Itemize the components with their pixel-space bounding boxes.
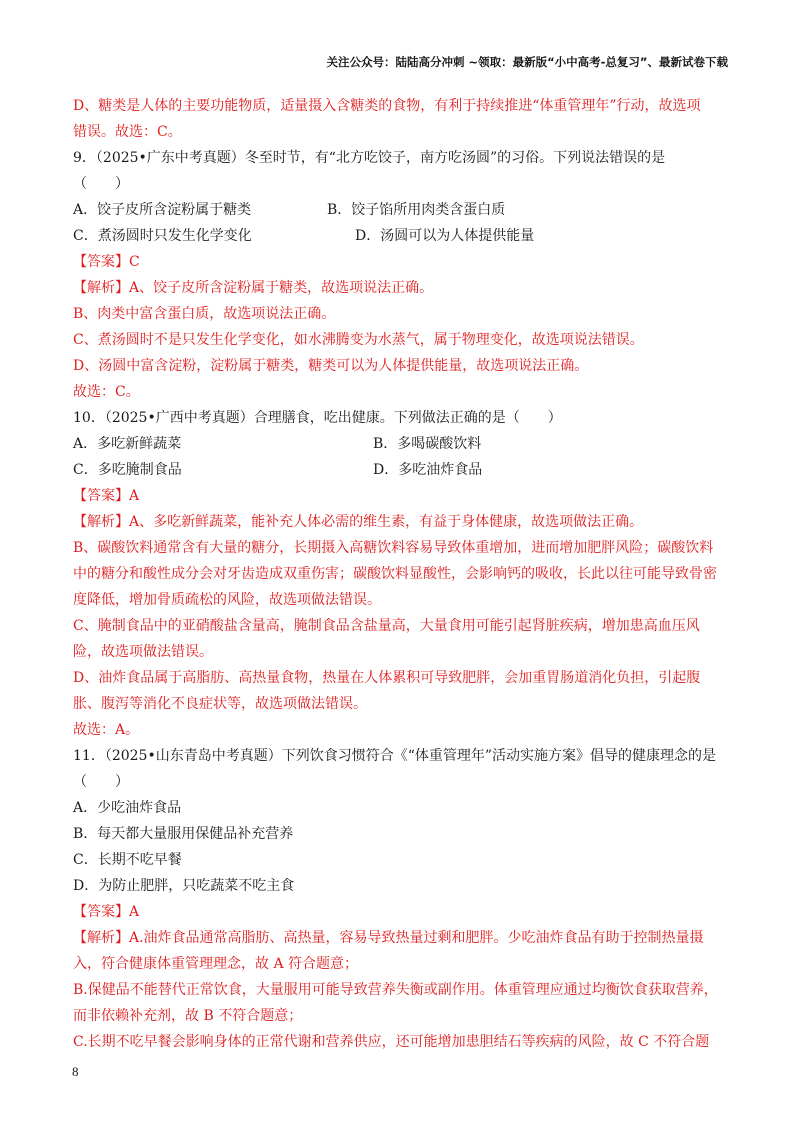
answer-tag: 【答案】 (73, 904, 129, 920)
q10-answer (73, 483, 729, 509)
q9-option-b: B．饺子馅所用肉类含蛋白质 (327, 202, 506, 218)
q10-analysis-line: 中的糖分和酸性成分会对牙齿造成双重伤害；碳酸饮料显酸性，会影响钙的吸收，长此以往可能导致骨密 (73, 566, 717, 582)
q9-option-a: A．饺子皮所含淀粉属于糖类 (73, 202, 252, 218)
q10-option-b: B．多喝碳酸饮料 (373, 436, 482, 452)
q9-analysis-line: 【解析】A、饺子皮所含淀粉属于糖类，故选项说法正确。 (73, 280, 434, 296)
q10-options-row1 (73, 431, 729, 457)
q11-answer (73, 899, 729, 925)
answer-value: A (129, 488, 140, 504)
q10-stem: 10．（2025•广西中考真题）合理膳食，吃出健康。下列做法正确的是（ ） (73, 410, 562, 426)
q9-stem-blank: （ ） (73, 176, 129, 192)
answer-tag: 【答案】 (73, 254, 129, 270)
q11-analysis-line: 而非依赖补充剂，故 B 不符合题意； (73, 1008, 303, 1024)
q10-analysis-line: 【解析】A、多吃新鲜蔬菜，能补充人体必需的维生素，有益于身体健康，故选项做法正确。 (73, 514, 644, 530)
prev-analysis-line: 错误。故选：C。 (73, 124, 182, 140)
q9-answer (73, 249, 729, 275)
q11-option-c: C．长期不吃早餐 (73, 852, 182, 868)
q11-analysis-line: C.长期不吃早餐会影响身体的正常代谢和营养供应，还可能增加患胆结石等疾病的风险，故 C 不符合题 (73, 1034, 710, 1050)
q9-analysis-line: C、煮汤圆时不是只发生化学变化，如水沸腾变为水蒸气，属于物理变化，故选项说法错误。 (73, 332, 644, 348)
q10-options-row2 (73, 457, 729, 483)
q9-options-row1 (73, 197, 729, 223)
q9-option-d: D．汤圆可以为人体提供能量 (355, 228, 535, 244)
q10-analysis-line: C、腌制食品中的亚硝酸盐含量高，腌制食品含盐量高，大量食用可能引起肾脏疾病，增加患高血压风 (73, 618, 700, 634)
q11-stem: 11．（2025•山东青岛中考真题）下列饮食习惯符合《“体重管理年”活动实施方案》倡导的健康理念的是 (73, 748, 717, 764)
q11-option-d: D．为防止肥胖，只吃蔬菜不吃主食 (73, 878, 295, 894)
q9-analysis-line: 故选：C。 (73, 384, 140, 400)
q10-analysis-line: 度降低，增加骨质疏松的风险，故选项做法错误。 (73, 592, 381, 608)
q10-analysis-line: 故选：A。 (73, 722, 140, 738)
q11-analysis-line: B.保健品不能替代正常饮食，大量服用可能导致营养失衡或副作用。体重管理应通过均衡饮食获取营养， (73, 982, 718, 998)
q10-analysis-line: 险，故选项做法错误。 (73, 644, 213, 660)
q11-analysis-line: 【解析】A.油炸食品通常高脂肪、高热量，容易导致热量过剩和肥胖。少吃油炸食品有助于控制热量摄 (73, 930, 704, 946)
q10-option-c: C．多吃腌制食品 (73, 462, 182, 478)
q10-option-a: A．多吃新鲜蔬菜 (73, 436, 182, 452)
q9-stem: 9．（2025•广东中考真题）冬至时节，有“北方吃饺子，南方吃汤圆”的习俗。下列说法错误的是 (73, 150, 666, 166)
q10-analysis-line: 胀、腹泻等消化不良症状等，故选项做法错误。 (73, 696, 367, 712)
prev-analysis-line: D、糖类是人体的主要功能物质，适量摄入含糖类的食物，有利于持续推进“体重管理年”行动，故选项 (73, 98, 701, 114)
q11-analysis-line: 入，符合健康体重管理理念，故 A 符合题意； (73, 956, 359, 972)
document-body (73, 93, 729, 1055)
q11-option-b: B．每天都大量服用保健品补充营养 (73, 826, 294, 842)
page-number: 8 (72, 1064, 79, 1079)
answer-tag: 【答案】 (73, 488, 129, 504)
q11-option-a: A．少吃油炸食品 (73, 800, 182, 816)
answer-value: C (129, 254, 140, 270)
q9-options-row2 (73, 223, 729, 249)
q10-option-d: D．多吃油炸食品 (373, 462, 483, 478)
page-header: 关注公众号：陆陆高分冲刺 ~领取：最新版“小中高考-总复习”、最新试卷下载 (326, 55, 728, 69)
q9-analysis-line: B、肉类中富含蛋白质，故选项说法正确。 (73, 306, 336, 322)
q11-stem-blank: （ ） (73, 774, 129, 790)
q10-analysis-line: D、油炸食品属于高脂肪、高热量食物，热量在人体累积可导致肥胖，会加重胃肠道消化负担，引起腹 (73, 670, 701, 686)
q10-analysis-line: B、碳酸饮料通常含有大量的糖分，长期摄入高糖饮料容易导致体重增加，进而增加肥胖风险；碳酸饮料 (73, 540, 714, 556)
q9-option-c: C．煮汤圆时只发生化学变化 (73, 228, 252, 244)
q9-analysis-line: D、汤圆中富含淀粉，淀粉属于糖类，糖类可以为人体提供能量，故选项说法正确。 (73, 358, 589, 374)
answer-value: A (129, 904, 140, 920)
